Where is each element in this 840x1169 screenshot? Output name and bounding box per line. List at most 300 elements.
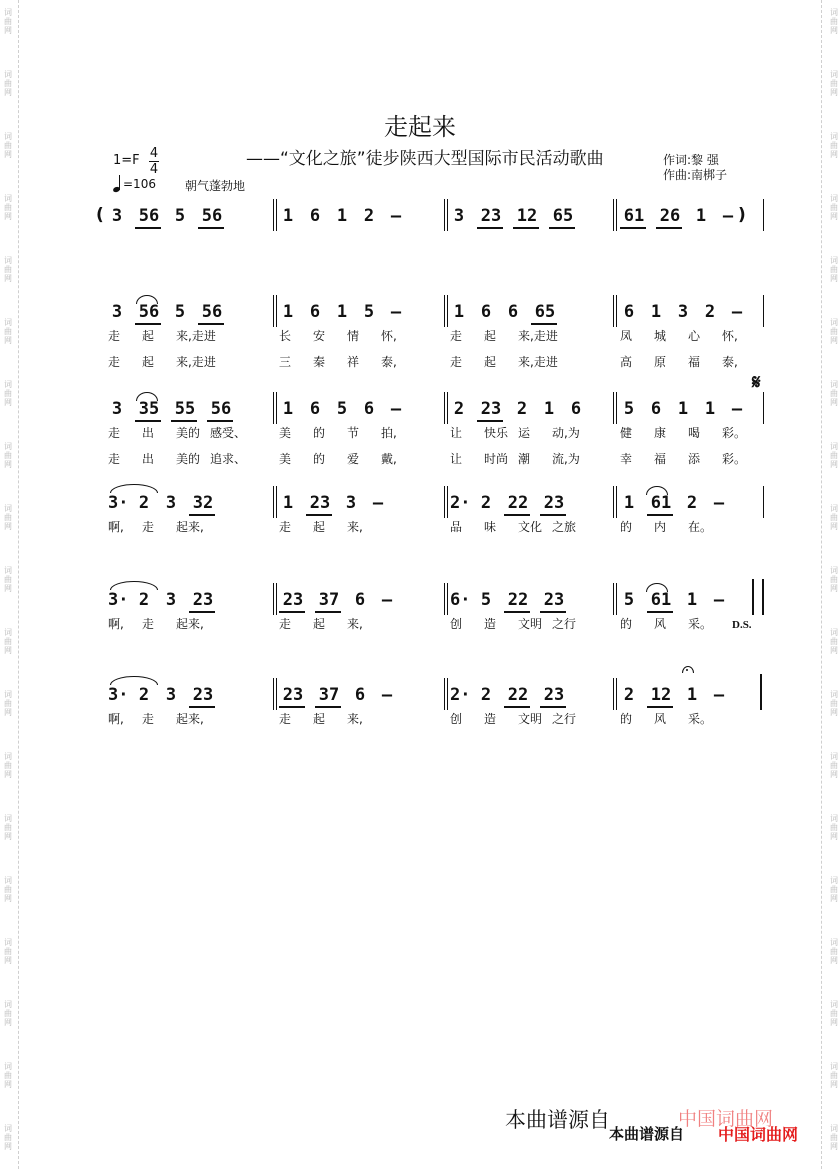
note: 23 bbox=[480, 399, 502, 419]
watermark-text: 词 曲 网 bbox=[4, 1000, 12, 1027]
lyric-syllable: 福 bbox=[654, 452, 667, 466]
note: 6 bbox=[650, 399, 662, 419]
beam-underline bbox=[135, 323, 161, 325]
note: 3· bbox=[108, 493, 129, 513]
bar-line bbox=[447, 583, 448, 615]
note: 3 bbox=[345, 493, 357, 513]
note: 56 bbox=[138, 206, 160, 226]
note: 12 bbox=[516, 206, 538, 226]
beam-underline bbox=[647, 514, 673, 516]
key-signature: 1=F bbox=[113, 153, 140, 168]
beam-underline bbox=[647, 611, 673, 613]
time-signature-bottom: 4 bbox=[149, 162, 159, 177]
lyric-syllable: 走 bbox=[108, 329, 121, 343]
lyric-syllable: 走 bbox=[142, 712, 155, 726]
staff-row bbox=[0, 398, 840, 478]
note: 2 bbox=[480, 493, 492, 513]
beam-underline bbox=[504, 514, 530, 516]
note: 3 bbox=[111, 399, 123, 419]
credits bbox=[663, 153, 727, 183]
source-label: 本曲谱源自 bbox=[505, 1108, 610, 1132]
lyric-syllable: 让 bbox=[450, 426, 463, 440]
lyric-syllable: 城 bbox=[654, 329, 667, 343]
beam-underline bbox=[549, 227, 575, 229]
lyric-syllable: 添 bbox=[688, 452, 701, 466]
watermark-text: 词 曲 网 bbox=[830, 566, 838, 593]
lyric-syllable: 泰, bbox=[722, 355, 738, 369]
bar-line bbox=[444, 392, 445, 424]
note: 22 bbox=[507, 590, 529, 610]
measure bbox=[450, 684, 610, 708]
bar-line bbox=[763, 392, 764, 424]
note: 2 bbox=[704, 302, 716, 322]
bar-line bbox=[276, 295, 277, 327]
watermark-text: 词 曲 网 bbox=[830, 690, 838, 717]
note: 56 bbox=[201, 206, 223, 226]
beam-underline bbox=[135, 227, 161, 229]
lyric-syllable: 内 bbox=[654, 520, 667, 534]
lyric-syllable: 啊, bbox=[108, 617, 124, 631]
note: 6 bbox=[480, 302, 492, 322]
watermark-text: 词 曲 网 bbox=[830, 1062, 838, 1089]
note: 6 bbox=[570, 399, 582, 419]
bar-line bbox=[444, 583, 445, 615]
note: 2· bbox=[450, 685, 471, 705]
site-name: 中国词曲网 bbox=[678, 1108, 774, 1130]
bar-line bbox=[613, 583, 614, 615]
lyric-syllable: 心 bbox=[688, 329, 701, 343]
expression-marking: 朝气蓬勃地 bbox=[185, 179, 246, 193]
note: 2 bbox=[138, 590, 150, 610]
lyric-syllable: 美 bbox=[279, 426, 292, 440]
lyric-syllable: 的 bbox=[313, 452, 326, 466]
note: – bbox=[731, 399, 743, 419]
lyric-syllable: 节 bbox=[347, 426, 360, 440]
note: 6 bbox=[363, 399, 375, 419]
bar-line bbox=[616, 199, 617, 231]
double-bar-line bbox=[752, 579, 754, 615]
note: 2 bbox=[363, 206, 375, 226]
measure bbox=[279, 205, 439, 229]
note: 1 bbox=[623, 493, 635, 513]
beam-underline bbox=[171, 420, 197, 422]
note: 1 bbox=[677, 399, 689, 419]
bar-line bbox=[616, 583, 617, 615]
watermark-text: 词 曲 网 bbox=[830, 938, 838, 965]
beam-underline bbox=[306, 514, 332, 516]
staff-row bbox=[0, 301, 840, 381]
lyric-syllable: 起来, bbox=[176, 520, 204, 534]
lyric-syllable: 文明 bbox=[518, 617, 543, 631]
lyric-syllable: 走 bbox=[142, 520, 155, 534]
lyric-syllable: 之旅 bbox=[552, 520, 577, 534]
note: 6 bbox=[309, 302, 321, 322]
note: – bbox=[372, 493, 384, 513]
measure bbox=[279, 492, 439, 516]
note: 6 bbox=[507, 302, 519, 322]
note: – bbox=[381, 590, 393, 610]
note: 23 bbox=[543, 493, 565, 513]
watermark-text: 词 曲 网 bbox=[4, 752, 12, 779]
note: 2· bbox=[450, 493, 471, 513]
note: 23 bbox=[192, 590, 214, 610]
measure bbox=[108, 205, 268, 229]
fermata-icon bbox=[682, 666, 694, 673]
measure bbox=[450, 589, 610, 613]
note: 2 bbox=[480, 685, 492, 705]
slur bbox=[110, 484, 158, 493]
bar-line bbox=[273, 199, 274, 231]
note: 2 bbox=[138, 685, 150, 705]
note: 23 bbox=[543, 590, 565, 610]
note: 3 bbox=[165, 590, 177, 610]
bar-line bbox=[444, 678, 445, 710]
note: – bbox=[381, 685, 393, 705]
measure bbox=[108, 589, 268, 613]
lyric-syllable: 文化 bbox=[518, 520, 543, 534]
note: – bbox=[713, 685, 725, 705]
lyric-syllable: 美 bbox=[279, 452, 292, 466]
lyric-syllable: 来, bbox=[347, 712, 363, 726]
lyric-syllable: 采。 bbox=[688, 617, 713, 631]
watermark-text: 词 曲 网 bbox=[4, 938, 12, 965]
note: 26 bbox=[659, 206, 681, 226]
slur bbox=[110, 676, 158, 685]
note: 3· bbox=[108, 685, 129, 705]
bar-line bbox=[616, 392, 617, 424]
open-parenthesis: ( bbox=[96, 205, 104, 225]
watermark-text: 词 曲 网 bbox=[830, 194, 838, 221]
measure bbox=[620, 492, 780, 516]
bar-line bbox=[444, 199, 445, 231]
measure bbox=[279, 684, 439, 708]
slur bbox=[646, 583, 668, 592]
note: 3 bbox=[111, 206, 123, 226]
lyric-syllable: 走 bbox=[108, 452, 121, 466]
staff-row bbox=[0, 492, 840, 572]
lyric-syllable: 彩。 bbox=[722, 452, 747, 466]
slur bbox=[136, 392, 158, 401]
measure bbox=[450, 398, 610, 422]
close-parenthesis: ) bbox=[738, 205, 746, 225]
lyric-syllable: 起 bbox=[313, 617, 326, 631]
beam-underline bbox=[198, 227, 224, 229]
watermark-text: 词 曲 网 bbox=[4, 1062, 12, 1089]
bar-line bbox=[616, 678, 617, 710]
measure bbox=[279, 398, 439, 422]
lyric-syllable: 美的 bbox=[176, 426, 201, 440]
lyric-syllable: 彩。 bbox=[722, 426, 747, 440]
lyric-syllable: 祥 bbox=[347, 355, 360, 369]
note: 3 bbox=[165, 685, 177, 705]
lyric-syllable: 时尚 bbox=[484, 452, 509, 466]
lyric-syllable: 造 bbox=[484, 712, 497, 726]
lyric-syllable: 起来, bbox=[176, 712, 204, 726]
slur bbox=[646, 486, 668, 495]
note: 3 bbox=[677, 302, 689, 322]
note: 23 bbox=[543, 685, 565, 705]
note: 65 bbox=[534, 302, 556, 322]
lyric-syllable: 泰, bbox=[381, 355, 397, 369]
note: 1 bbox=[543, 399, 555, 419]
lyric-syllable: 造 bbox=[484, 617, 497, 631]
watermark-text: 词 曲 网 bbox=[830, 1000, 838, 1027]
site-name-secondary: 中国词曲网 bbox=[718, 1125, 799, 1144]
note: 23 bbox=[282, 590, 304, 610]
staff-row bbox=[0, 205, 840, 285]
lyric-syllable: 走 bbox=[279, 520, 292, 534]
lyric-syllable: 起 bbox=[484, 355, 497, 369]
watermark-text: 词 曲 网 bbox=[830, 70, 838, 97]
lyric-syllable: 来, bbox=[347, 617, 363, 631]
note: 56 bbox=[138, 302, 160, 322]
watermark-text: 词 曲 网 bbox=[4, 814, 12, 841]
measure bbox=[108, 398, 268, 422]
note: 6· bbox=[450, 590, 471, 610]
beam-underline bbox=[279, 611, 305, 613]
bar-line bbox=[613, 295, 614, 327]
lyric-syllable: 安 bbox=[313, 329, 326, 343]
note: 2 bbox=[453, 399, 465, 419]
measure bbox=[450, 205, 610, 229]
bar-line bbox=[616, 295, 617, 327]
note: 5 bbox=[174, 206, 186, 226]
beam-underline bbox=[135, 420, 161, 422]
bar-line bbox=[273, 295, 274, 327]
note: 23 bbox=[480, 206, 502, 226]
measure bbox=[279, 589, 439, 613]
note: 5 bbox=[480, 590, 492, 610]
watermark-text: 词 曲 网 bbox=[830, 628, 838, 655]
measure bbox=[450, 301, 610, 325]
lyric-syllable: 味 bbox=[484, 520, 497, 534]
beam-underline bbox=[477, 420, 503, 422]
lyric-syllable: 流,为 bbox=[552, 452, 580, 466]
note: 37 bbox=[318, 685, 340, 705]
lyric-syllable: 来,走进 bbox=[518, 355, 558, 369]
bar-line bbox=[276, 678, 277, 710]
note: 1 bbox=[282, 302, 294, 322]
measure bbox=[279, 301, 439, 325]
beam-underline bbox=[315, 611, 341, 613]
watermark-text: 词 曲 网 bbox=[4, 194, 12, 221]
note: 55 bbox=[174, 399, 196, 419]
lyric-syllable: 走 bbox=[279, 712, 292, 726]
watermark-text: 词 曲 网 bbox=[4, 504, 12, 531]
watermark-text: 词 曲 网 bbox=[830, 1124, 838, 1151]
watermark-text: 词 曲 网 bbox=[4, 628, 12, 655]
bar-line bbox=[444, 486, 445, 518]
bar-line bbox=[763, 486, 764, 518]
watermark-text: 词 曲 网 bbox=[830, 752, 838, 779]
bar-line bbox=[613, 392, 614, 424]
note: 2 bbox=[516, 399, 528, 419]
bar-line bbox=[444, 295, 445, 327]
lyric-syllable: 三 bbox=[279, 355, 292, 369]
tempo-value: =106 bbox=[123, 177, 156, 191]
note: – bbox=[390, 399, 402, 419]
lyric-syllable: 创 bbox=[450, 617, 463, 631]
lyric-syllable: 情 bbox=[347, 329, 360, 343]
lyric-syllable: 拍, bbox=[381, 426, 397, 440]
watermark-text: 词 曲 网 bbox=[4, 566, 12, 593]
measure bbox=[108, 301, 268, 325]
lyric-syllable: 之行 bbox=[552, 712, 577, 726]
note: 5 bbox=[174, 302, 186, 322]
bar-line bbox=[613, 678, 614, 710]
lyric-syllable: 来,走进 bbox=[518, 329, 558, 343]
bar-line bbox=[613, 486, 614, 518]
lyric-syllable: 起来, bbox=[176, 617, 204, 631]
watermark-text: 词 曲 网 bbox=[830, 814, 838, 841]
lyric-syllable: 的 bbox=[313, 426, 326, 440]
song-subtitle: ——“文化之旅”徒步陕西大型国际市民活动歌曲 bbox=[246, 149, 604, 169]
lyric-syllable: 出 bbox=[142, 426, 155, 440]
lyric-syllable: 在。 bbox=[688, 520, 713, 534]
lyric-syllable: 戴, bbox=[381, 452, 397, 466]
bar-line bbox=[447, 199, 448, 231]
measure bbox=[620, 398, 780, 422]
note: 6 bbox=[354, 685, 366, 705]
note: 3 bbox=[111, 302, 123, 322]
lyric-syllable: 走 bbox=[108, 355, 121, 369]
lyric-syllable: 之行 bbox=[552, 617, 577, 631]
bar-line bbox=[276, 486, 277, 518]
bar-line bbox=[616, 486, 617, 518]
note: 6 bbox=[354, 590, 366, 610]
watermark-text: 词 曲 网 bbox=[4, 876, 12, 903]
lyric-syllable: 凤 bbox=[620, 329, 633, 343]
note: 3 bbox=[165, 493, 177, 513]
lyric-syllable: 文明 bbox=[518, 712, 543, 726]
dal-segno-mark: D.S. bbox=[732, 619, 752, 631]
lyric-syllable: 啊, bbox=[108, 712, 124, 726]
lyric-syllable: 品 bbox=[450, 520, 463, 534]
beam-underline bbox=[656, 227, 682, 229]
note: 1 bbox=[282, 206, 294, 226]
quarter-note-icon bbox=[113, 174, 121, 192]
lyric-syllable: 追求、 bbox=[210, 452, 247, 466]
song-title: 走起来 bbox=[384, 113, 456, 141]
watermark-text: 词 曲 网 bbox=[830, 318, 838, 345]
note: 2 bbox=[138, 493, 150, 513]
lyric-syllable: 走 bbox=[450, 329, 463, 343]
note: 3 bbox=[453, 206, 465, 226]
watermark-text: 词 曲 网 bbox=[4, 690, 12, 717]
beam-underline bbox=[504, 611, 530, 613]
lyric-syllable: 创 bbox=[450, 712, 463, 726]
lyric-syllable: 起 bbox=[484, 329, 497, 343]
note: 22 bbox=[507, 685, 529, 705]
bar-line bbox=[276, 583, 277, 615]
lyric-syllable: 出 bbox=[142, 452, 155, 466]
lyric-syllable: 起 bbox=[142, 355, 155, 369]
note: – bbox=[390, 302, 402, 322]
bar-line bbox=[447, 486, 448, 518]
lyric-syllable: 幸 bbox=[620, 452, 633, 466]
bar-line bbox=[276, 392, 277, 424]
lyric-syllable: 走 bbox=[142, 617, 155, 631]
watermark-text: 词 曲 网 bbox=[830, 442, 838, 469]
note: – bbox=[722, 206, 734, 226]
lyricist: 作词:黎 强 bbox=[663, 153, 719, 167]
note: 1 bbox=[695, 206, 707, 226]
lyric-syllable: 美的 bbox=[176, 452, 201, 466]
note: – bbox=[713, 493, 725, 513]
staff-row bbox=[0, 684, 840, 764]
note: 5 bbox=[336, 399, 348, 419]
watermark-text: 词 曲 网 bbox=[830, 876, 838, 903]
note: 1 bbox=[282, 399, 294, 419]
note: 12 bbox=[650, 685, 672, 705]
lyric-syllable: 起 bbox=[142, 329, 155, 343]
watermark-text: 词 曲 网 bbox=[830, 380, 838, 407]
watermark-text: 词 曲 网 bbox=[4, 318, 12, 345]
beam-underline bbox=[531, 323, 557, 325]
measure bbox=[620, 684, 780, 708]
note: 6 bbox=[309, 399, 321, 419]
segno-icon: 𝄋 bbox=[752, 370, 761, 394]
bar-line bbox=[447, 295, 448, 327]
beam-underline bbox=[315, 706, 341, 708]
note: 1 bbox=[336, 302, 348, 322]
beam-underline bbox=[647, 706, 673, 708]
slur bbox=[110, 581, 158, 590]
lyric-syllable: 走 bbox=[108, 426, 121, 440]
beam-underline bbox=[279, 706, 305, 708]
note: 1 bbox=[650, 302, 662, 322]
watermark-text: 词 曲 网 bbox=[830, 504, 838, 531]
note: 61 bbox=[650, 493, 672, 513]
note: 23 bbox=[282, 685, 304, 705]
watermark-text: 词 曲 网 bbox=[4, 8, 12, 35]
bar-line bbox=[273, 486, 274, 518]
lyric-syllable: 怀, bbox=[722, 329, 738, 343]
bar-line bbox=[447, 678, 448, 710]
final-bar-line bbox=[760, 674, 762, 710]
lyric-syllable: 运 bbox=[518, 426, 531, 440]
lyric-syllable: 起 bbox=[313, 712, 326, 726]
measure bbox=[620, 589, 780, 613]
watermark-text: 词 曲 网 bbox=[4, 256, 12, 283]
note: 1 bbox=[282, 493, 294, 513]
bar-line bbox=[273, 583, 274, 615]
note: 5 bbox=[623, 590, 635, 610]
lyric-syllable: 福 bbox=[688, 355, 701, 369]
note: 6 bbox=[623, 302, 635, 322]
note: 65 bbox=[552, 206, 574, 226]
note: 35 bbox=[138, 399, 160, 419]
lyric-syllable: 啊, bbox=[108, 520, 124, 534]
slur bbox=[136, 295, 158, 304]
beam-underline bbox=[189, 514, 215, 516]
measure bbox=[620, 205, 780, 229]
lyric-syllable: 原 bbox=[654, 355, 667, 369]
bar-line bbox=[763, 199, 764, 231]
note: 1 bbox=[686, 685, 698, 705]
lyric-syllable: 喝 bbox=[688, 426, 701, 440]
bar-line bbox=[273, 678, 274, 710]
note: 61 bbox=[623, 206, 645, 226]
lyric-syllable: 秦 bbox=[313, 355, 326, 369]
note: 6 bbox=[309, 206, 321, 226]
lyric-syllable: 走 bbox=[279, 617, 292, 631]
tempo-marking bbox=[113, 174, 156, 192]
lyric-syllable: 的 bbox=[620, 712, 633, 726]
bar-line bbox=[763, 295, 764, 327]
note: 61 bbox=[650, 590, 672, 610]
note: 32 bbox=[192, 493, 214, 513]
